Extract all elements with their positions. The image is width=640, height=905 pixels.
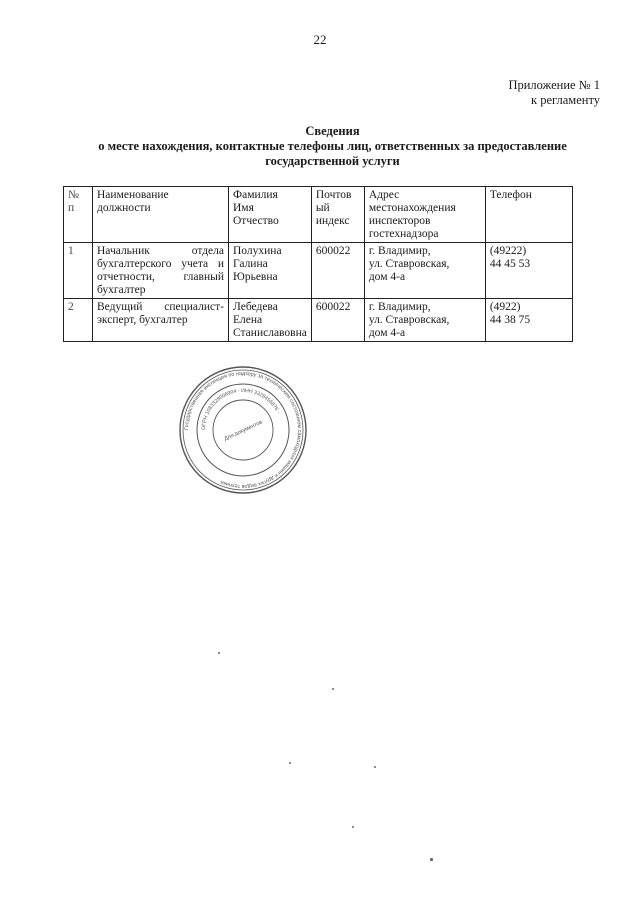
- header-num: № п: [64, 187, 93, 243]
- row-zip: 600022: [311, 299, 364, 342]
- scan-speck: [430, 858, 433, 861]
- row-position: Начальник отдела бухгалтерского учета и отчетности, главный бухгалтер: [93, 243, 229, 299]
- document-title: Сведения: [305, 124, 360, 138]
- row-position: Ведущий специалист-эксперт, бухгалтер: [93, 299, 229, 342]
- header-name: Фамилия Имя Отчество: [229, 187, 312, 243]
- row-name: Полухина Галина Юрьевна: [229, 243, 312, 299]
- document-subtitle: о месте нахождения, контактные телефоны лиц, ответственных за предоставление государственной услуги: [98, 139, 567, 168]
- stamp-center-text: Для документов: [223, 419, 264, 443]
- scan-speck: [352, 826, 354, 828]
- scan-speck: [374, 766, 376, 768]
- row-phone: (49222) 44 45 53: [485, 243, 572, 299]
- row-num: 1: [64, 243, 93, 299]
- appendix-line-1: Приложение № 1: [508, 78, 600, 92]
- stamp-outer-ring-text: Государственная инспекция по надзору за техническим состоянием самоходных машин и других видов техники: [183, 370, 303, 490]
- row-address: г. Владимир, ул. Ставровская, дом 4-а: [364, 243, 485, 299]
- row-address: г. Владимир, ул. Ставровская, дом 4-а: [364, 299, 485, 342]
- scan-speck: [218, 652, 220, 654]
- appendix-note: [508, 78, 600, 108]
- stamp-inner-ring-text: ОГРН 1083328006904 · ИНН 3328456876 ·: [200, 387, 281, 431]
- page-number: 22: [313, 32, 327, 47]
- header-position: Наименование должности: [93, 187, 229, 243]
- official-stamp: [178, 365, 308, 495]
- row-num: 2: [64, 299, 93, 342]
- appendix-line-2: к регламенту: [531, 93, 600, 107]
- table-header-row: [64, 187, 573, 243]
- table-row: [64, 299, 573, 342]
- header-phone: Телефон: [485, 187, 572, 243]
- header-zip: Почтов ый индекс: [311, 187, 364, 243]
- contacts-table: [63, 186, 573, 342]
- header-address: Адрес местонахождения инспекторов гостехнадзора: [364, 187, 485, 243]
- scan-speck: [289, 762, 291, 764]
- row-zip: 600022: [311, 243, 364, 299]
- document-heading: [60, 124, 605, 169]
- row-name: Лебедева Елена Станиславовна: [229, 299, 312, 342]
- scan-speck: [332, 688, 334, 690]
- row-phone: (4922) 44 38 75: [485, 299, 572, 342]
- table-row: [64, 243, 573, 299]
